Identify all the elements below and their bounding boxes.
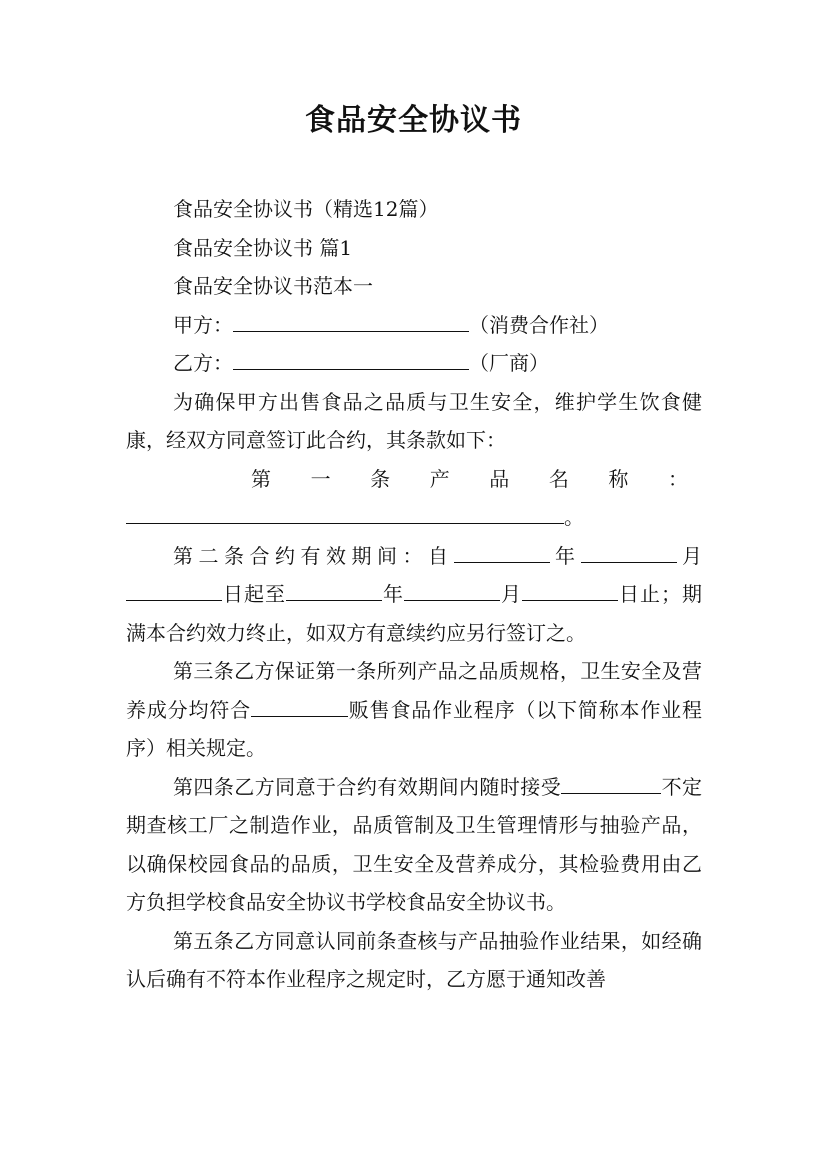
- article-2-text: 日起至: [222, 582, 286, 606]
- article-1-heading: [126, 460, 702, 499]
- article-2-text: 月: [500, 582, 522, 606]
- template-heading: 食品安全协议书范本一: [173, 274, 373, 298]
- subtitle-line: 食品安全协议书（精选12篇）: [173, 197, 439, 221]
- end-day-blank: [522, 582, 618, 601]
- party-a-blank: [233, 313, 469, 332]
- party-a-label: 甲方：: [173, 312, 233, 337]
- article-2-text: 日止；期满本合约效力终止，如双方有意续约应另行签订之。: [126, 582, 702, 645]
- article-2-text: 月: [676, 543, 702, 568]
- party-b-label: 乙方：: [173, 351, 233, 375]
- inspector-blank: [561, 775, 661, 794]
- article-1-char: ：: [667, 466, 688, 491]
- article-4-text: 不定期查核工厂之制造作业，品质管制及卫生管理情形与抽验产品，以确保校园食品的品质，卫生安全及营养成分，其检验费用由乙方负担学校食品安全协议书学校食品安全协议书。: [126, 774, 703, 914]
- product-name-blank: [126, 505, 564, 524]
- start-month-blank: [581, 544, 677, 563]
- article-4-paragraph: [126, 768, 702, 922]
- article-2-text: 第二条合约有效期间：自: [173, 543, 454, 568]
- document-title: 食品安全协议书: [305, 103, 522, 138]
- intro-paragraph: 为确保甲方出售食品之品质与卫生安全，维护学生饮食健康，经双方同意签订此合约，其条款如下：: [126, 389, 702, 452]
- article-3-text: 贩售食品作业程序（以下简称本作业程序）相关规定。: [126, 697, 703, 760]
- article-3-paragraph: [126, 652, 702, 768]
- article-1-end: 。: [564, 505, 584, 529]
- party-a-suffix: （消费合作社）: [469, 312, 609, 337]
- start-year-blank: [454, 544, 550, 563]
- article-2-text: 年: [382, 582, 404, 606]
- article-1-char: 称: [608, 466, 629, 491]
- start-day-blank: [126, 582, 222, 601]
- party-b-blank: [233, 351, 469, 370]
- article-1-char: 第: [251, 466, 271, 491]
- article-2-paragraph: [126, 537, 702, 653]
- article-5-paragraph: 第五条乙方同意认同前条查核与产品抽验作业结果，如经确认后确有不符本作业程序之规定时，乙方愿于通知改善: [126, 928, 702, 991]
- section-heading: 食品安全协议书 篇1: [173, 235, 353, 260]
- article-1-value-line: [126, 498, 702, 537]
- end-year-blank: [286, 582, 382, 601]
- standard-blank: [251, 698, 348, 717]
- article-2-text: 年: [549, 543, 581, 568]
- party-b-line: [126, 344, 702, 383]
- article-1-char: 产: [429, 466, 450, 491]
- article-3-text: 第三条乙方保证第一条所列产品之品质规格，卫生安全及营养成分均符合: [126, 659, 702, 722]
- article-1-char: 一: [310, 466, 331, 491]
- end-month-blank: [404, 582, 500, 601]
- document-body: [126, 190, 702, 999]
- article-1-char: 品: [489, 466, 510, 491]
- party-b-suffix: （厂商）: [469, 351, 549, 375]
- article-1-char: 名: [548, 466, 569, 491]
- article-4-text: 第四条乙方同意于合约有效期间内随时接受: [173, 774, 562, 799]
- party-a-line: [126, 306, 702, 345]
- article-1-char: 条: [370, 466, 391, 491]
